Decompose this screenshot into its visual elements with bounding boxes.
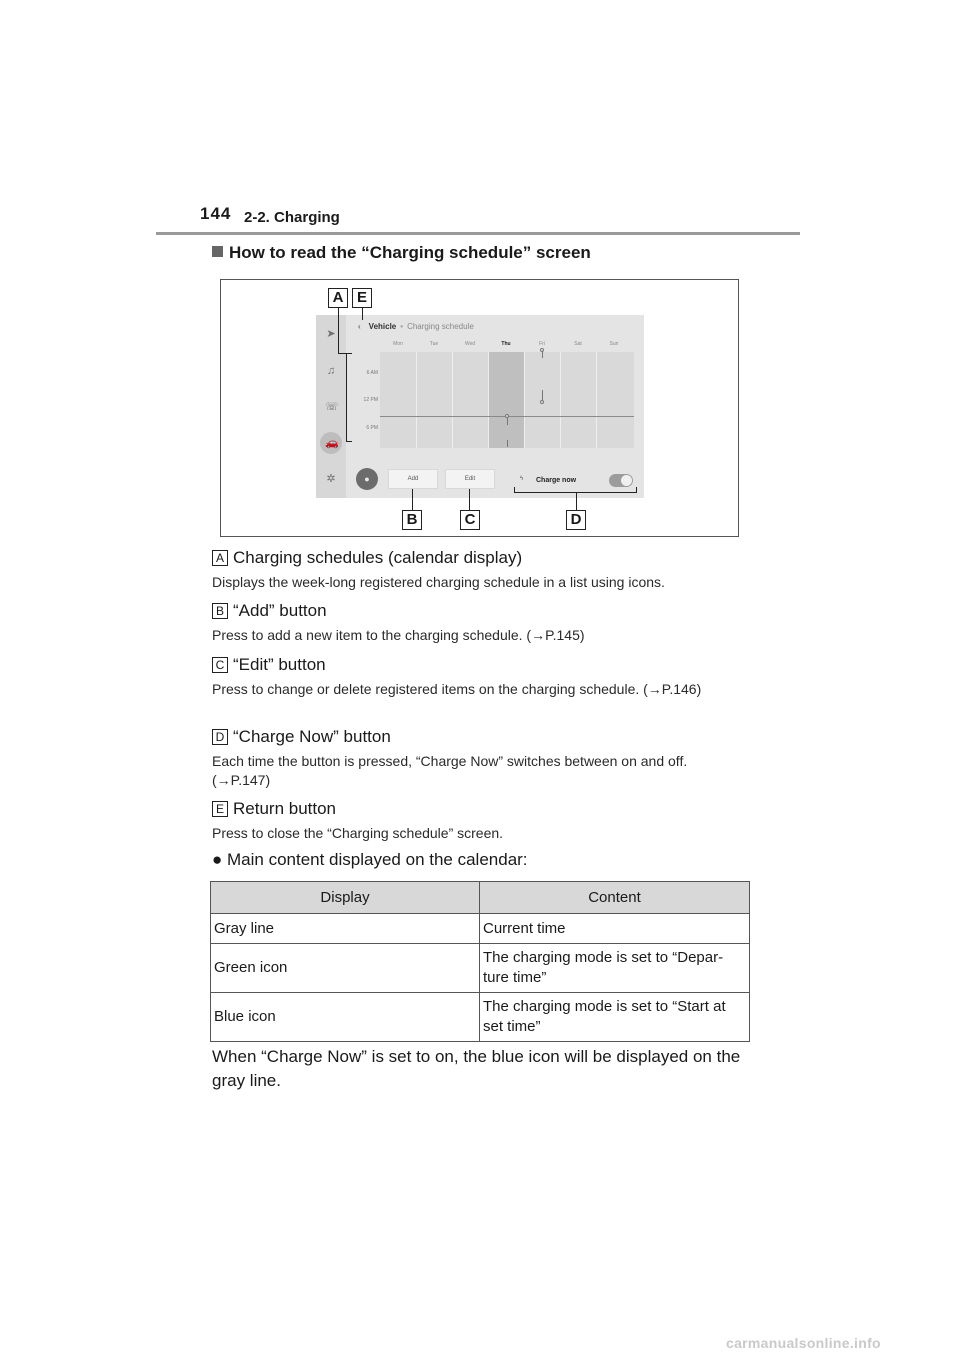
navigation-icon[interactable]: ➤ xyxy=(326,328,336,340)
callout-c-leader xyxy=(469,489,470,510)
breadcrumb-vehicle[interactable]: Vehicle xyxy=(368,322,397,331)
callout-b-leader xyxy=(412,489,413,510)
item-e-desc: Press to close the “Charging schedule” screen. xyxy=(212,825,504,841)
table-header-display: Display xyxy=(211,882,480,914)
bullet-heading-text: Main content displayed on the calendar: xyxy=(227,850,528,869)
table-row xyxy=(211,993,750,1042)
column-divider xyxy=(524,352,525,448)
callout-c: C xyxy=(460,510,480,530)
callout-d-leader xyxy=(576,492,577,510)
time-label-6pm: 6 PM xyxy=(366,425,378,431)
table-cell: Gray line xyxy=(211,914,480,944)
callout-d-bracket xyxy=(514,492,636,493)
schedule-pin-icon[interactable] xyxy=(505,414,509,418)
table-row xyxy=(211,944,750,993)
table-cell: Green icon xyxy=(211,944,480,993)
square-bullet-icon xyxy=(212,246,223,257)
item-b-badge: B xyxy=(212,603,228,619)
calendar-bracket xyxy=(346,353,347,441)
table-cell: Blue icon xyxy=(211,993,480,1042)
calendar-content-table xyxy=(210,881,750,1042)
phone-icon[interactable]: ☏ xyxy=(325,401,339,413)
callout-d: D xyxy=(566,510,586,530)
item-c-desc: Press to change or delete registered items on the charging schedule. (→P.146) xyxy=(212,681,702,697)
subheading-text: How to read the “Charging schedule” screen xyxy=(229,243,591,262)
column-divider xyxy=(560,352,561,448)
table-cell: The charging mode is set to “Depar-ture time” xyxy=(480,944,750,993)
callout-e-leader xyxy=(362,308,363,320)
schedule-pin-stem xyxy=(507,440,508,447)
subheading xyxy=(212,243,591,263)
table-header-row xyxy=(211,882,750,914)
column-divider xyxy=(452,352,453,448)
charge-now-toggle[interactable] xyxy=(609,474,633,487)
table-row xyxy=(211,914,750,944)
car-icon[interactable]: 🚗 xyxy=(325,437,339,449)
callout-d-bracket xyxy=(514,487,515,493)
item-c-title: “Edit” button xyxy=(233,655,326,674)
schedule-calendar[interactable] xyxy=(363,352,634,448)
day-thu: Thu xyxy=(501,341,511,347)
callout-a-leader xyxy=(338,308,339,353)
item-a-desc: Displays the week-long registered charging schedule in a list using icons. xyxy=(212,574,665,590)
item-a-title: Charging schedules (calendar display) xyxy=(233,548,523,567)
day-sat: Sat xyxy=(574,341,582,347)
settings-icon[interactable]: ✲ xyxy=(326,473,336,485)
header-rule xyxy=(156,232,800,235)
day-mon: Mon xyxy=(393,341,403,347)
schedule-pin-icon[interactable] xyxy=(540,400,544,404)
callout-e: E xyxy=(352,288,372,308)
day-header xyxy=(380,341,634,349)
item-c-badge: C xyxy=(212,657,228,673)
callout-b: B xyxy=(402,510,422,530)
item-a-badge: A xyxy=(212,550,228,566)
item-d-badge: D xyxy=(212,729,228,745)
column-divider xyxy=(488,352,489,448)
voice-button[interactable] xyxy=(356,468,378,490)
column-divider xyxy=(596,352,597,448)
callout-a-leader xyxy=(338,353,352,354)
day-tue: Tue xyxy=(429,341,439,347)
charge-now-label: Charge now xyxy=(536,477,577,484)
table-header-content: Content xyxy=(480,882,750,914)
callout-d-bracket xyxy=(636,487,637,493)
edit-button[interactable]: Edit xyxy=(445,469,495,489)
page-number: 144 xyxy=(200,204,232,223)
toggle-knob xyxy=(621,475,632,486)
schedule-pin-icon[interactable] xyxy=(540,348,544,352)
time-label-12pm: 12 PM xyxy=(363,397,378,403)
bullet-heading xyxy=(212,850,528,870)
return-button[interactable]: ‹ xyxy=(358,322,361,331)
side-rail xyxy=(316,315,346,498)
item-b-desc: Press to add a new item to the charging schedule. (→P.145) xyxy=(212,627,585,643)
breadcrumb-separator: • xyxy=(400,322,404,331)
time-label-6am: 6 AM xyxy=(366,370,378,376)
item-e-badge: E xyxy=(212,801,228,817)
microphone-icon: ● xyxy=(364,474,370,484)
calendar-bracket xyxy=(346,441,352,442)
current-day-column xyxy=(489,352,524,448)
table-cell: The charging mode is set to “Start at set time” xyxy=(480,993,750,1042)
add-button[interactable]: Add xyxy=(388,469,438,489)
day-sun: Sun xyxy=(609,341,619,347)
column-divider xyxy=(416,352,417,448)
bullet-dot-icon: ● xyxy=(212,850,227,869)
breadcrumb xyxy=(358,322,474,331)
note-text: When “Charge Now” is set to on, the blue icon will be displayed on the gray line. xyxy=(212,1047,741,1090)
day-wed: Wed xyxy=(464,341,476,347)
bolt-icon: ϟ xyxy=(520,476,524,482)
day-fri: Fri xyxy=(539,341,545,347)
item-d-title: “Charge Now” button xyxy=(233,727,391,746)
watermark: carmanualsonline.info xyxy=(726,1335,881,1351)
breadcrumb-current: Charging schedule xyxy=(407,322,474,331)
item-b-title: “Add” button xyxy=(233,601,327,620)
music-icon[interactable]: ♫ xyxy=(326,365,336,377)
table-cell: Current time xyxy=(480,914,750,944)
item-d-desc: Each time the button is pressed, “Charge Now” switches between on and off. (→P.147) xyxy=(212,753,688,788)
item-e-title: Return button xyxy=(233,799,337,818)
callout-a: A xyxy=(328,288,348,308)
section-title: 2-2. Charging xyxy=(244,209,340,226)
